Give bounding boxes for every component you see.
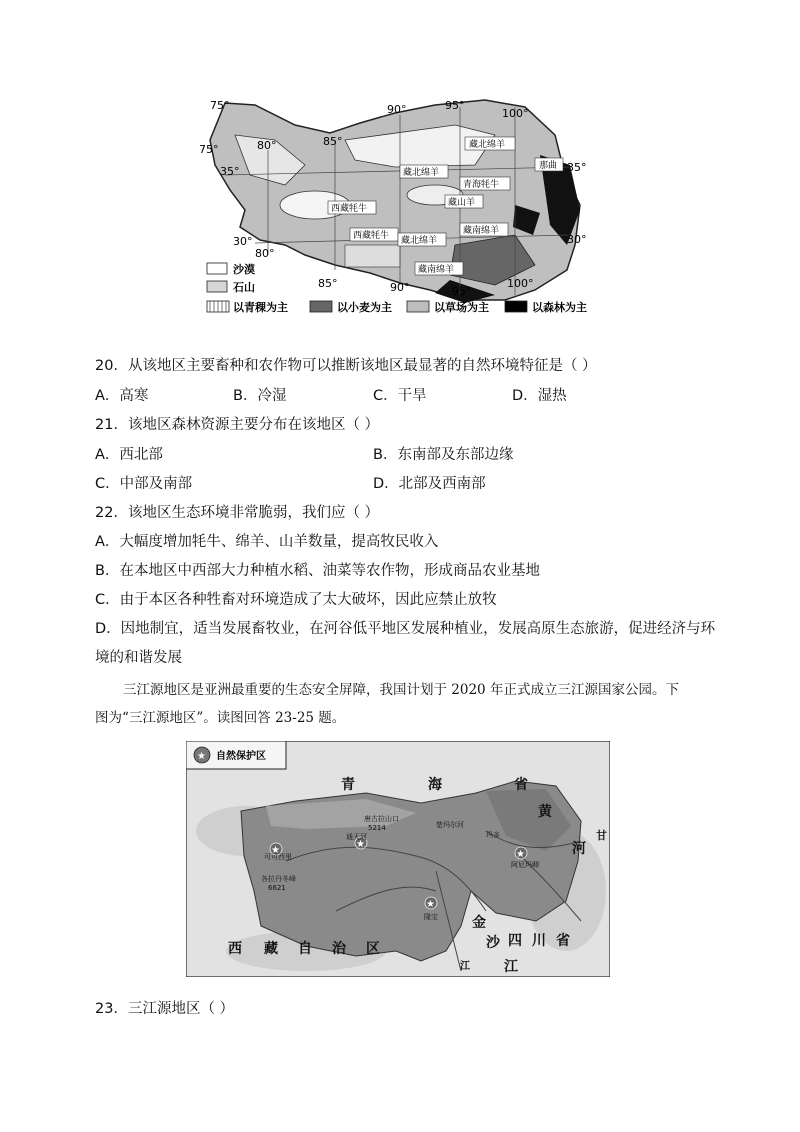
region-label: 金	[472, 915, 486, 931]
legend-wheat: 以小麦为主	[337, 301, 392, 314]
svg-text:★: ★	[516, 849, 525, 860]
lon-label: 75°	[199, 143, 219, 156]
lat-label: 30°	[233, 235, 253, 248]
question-22-option-d-cont: 境的和谐发展	[95, 650, 182, 666]
legend-rocky: 石山	[233, 281, 255, 294]
place-label: 阿尼玛卿	[511, 861, 539, 869]
place-label: 可可西里	[264, 853, 292, 861]
question-21-option-d: D．北部及西南部	[373, 476, 486, 492]
svg-text:★: ★	[271, 845, 280, 856]
place-label: 6621	[268, 884, 286, 892]
question-20-stem: 20．从该地区主要畜种和农作物可以推断该地区最显著的自然环境特征是（ ）	[95, 358, 597, 374]
region-label: 自	[298, 941, 312, 957]
lon-label: 95°	[445, 99, 465, 112]
animal-label: 藏北绵羊	[401, 236, 438, 246]
region-label: 藏	[264, 941, 278, 957]
svg-text:★: ★	[426, 899, 435, 910]
lon-label: 100°	[502, 107, 529, 120]
place-label: 5214	[368, 824, 386, 832]
region-label: 江	[504, 959, 518, 975]
lon-label: 100°	[507, 277, 534, 290]
animal-label: 藏南绵羊	[463, 226, 500, 236]
question-21-option-a: A．西北部	[95, 447, 163, 463]
legend-nature-reserve: 自然保护区	[216, 751, 266, 762]
animal-label: 那曲	[539, 161, 558, 171]
animal-label: 西藏牦牛	[353, 231, 390, 241]
animal-label: 藏南绵羊	[418, 265, 455, 275]
region-label: 黄	[538, 804, 552, 820]
lat-label: 35°	[567, 161, 587, 174]
place-label: 隆宝	[424, 913, 438, 921]
plateau-agriculture-map	[195, 95, 605, 325]
region-label: 河	[572, 841, 586, 857]
question-20-option-b: B．冷湿	[233, 388, 287, 404]
legend-barley: 以青稞为主	[233, 301, 288, 314]
animal-label: 青海牦牛	[463, 180, 500, 190]
place-label: 玛多	[486, 831, 500, 839]
region-label: 省	[556, 933, 570, 949]
legend-desert: 沙漠	[233, 263, 255, 276]
lon-label: 95°	[452, 285, 472, 298]
sanjiangyuan-map	[186, 741, 610, 977]
question-21-option-c: C．中部及南部	[95, 476, 193, 492]
question-22-stem: 22．该地区生态环境非常脆弱，我们应（ ）	[95, 505, 380, 521]
svg-text:★: ★	[197, 751, 206, 762]
animal-label: 藏山羊	[448, 198, 476, 208]
region-label: 治	[332, 941, 346, 957]
lon-label: 75°	[210, 99, 230, 112]
region-label: 江	[460, 961, 470, 972]
place-label: 楚玛尔河	[436, 821, 464, 829]
question-20-option-a: A．高寒	[95, 388, 149, 404]
question-22-option-a: A．大幅度增加牦牛、绵羊、山羊数量，提高牧民收入	[95, 534, 439, 550]
lat-label: 35°	[220, 165, 240, 178]
legend-forest: 以森林为主	[532, 301, 587, 314]
passage-line-2: 图为“三江源地区”。读图回答 23-25 题。	[95, 710, 346, 726]
lon-label: 85°	[318, 277, 338, 290]
lon-label: 80°	[255, 247, 275, 260]
region-label: 沙	[486, 935, 500, 951]
region-label: 西	[228, 941, 242, 957]
region-label: 海	[428, 777, 442, 793]
question-20-option-d: D．湿热	[512, 388, 567, 404]
animal-label: 西藏牦牛	[331, 204, 368, 214]
svg-text:★: ★	[356, 839, 365, 850]
animal-label: 藏北绵羊	[403, 168, 440, 178]
lon-label: 90°	[390, 281, 410, 294]
animal-label: 藏北绵羊	[469, 140, 506, 150]
lon-label: 80°	[257, 139, 277, 152]
place-label: 唐古拉山口	[364, 815, 399, 823]
question-23-stem: 23．三江源地区（ ）	[95, 1001, 235, 1017]
question-21-stem: 21．该地区森林资源主要分布在该地区（ ）	[95, 417, 380, 433]
question-22-option-b: B．在本地区中西部大力种植水稻、油菜等农作物，形成商品农业基地	[95, 563, 540, 579]
region-label: 青	[341, 777, 355, 793]
lon-label: 90°	[387, 103, 407, 116]
region-label: 甘	[596, 829, 607, 842]
passage-line-1: 三江源地区是亚洲最重要的生态安全屏障，我国计划于 2020 年正式成立三江源国家公园。下	[123, 682, 679, 698]
question-20-option-c: C．干旱	[373, 388, 427, 404]
question-22-option-c: C．由于本区各种牲畜对环境造成了太大破坏，因此应禁止放牧	[95, 592, 497, 608]
region-label: 川	[532, 933, 546, 949]
legend-grassland: 以草场为主	[434, 301, 489, 314]
place-label: 各拉丹冬峰	[261, 875, 296, 883]
question-21-option-b: B．东南部及东部边缘	[373, 447, 514, 463]
region-label: 四	[508, 933, 522, 949]
lat-label: 30°	[567, 233, 587, 246]
place-label: 通天河	[346, 833, 367, 841]
lon-label: 85°	[323, 135, 343, 148]
region-label: 省	[514, 777, 528, 793]
region-label: 区	[366, 941, 380, 957]
question-22-option-d: D．因地制宜，适当发展畜牧业，在河谷低平地区发展种植业，发展高原生态旅游，促进经济与环	[95, 621, 716, 637]
